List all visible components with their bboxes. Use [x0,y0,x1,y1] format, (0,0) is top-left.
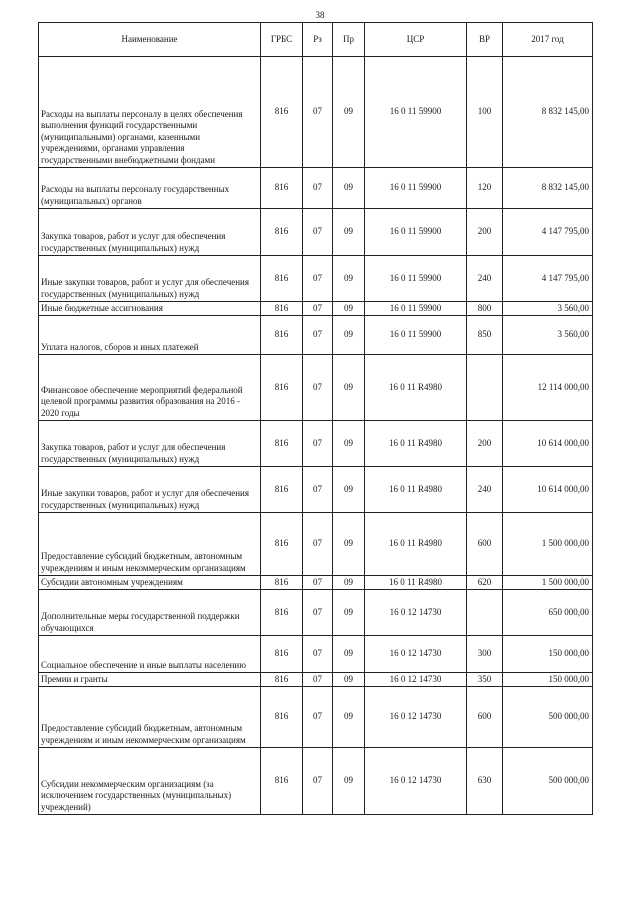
table-row [39,168,593,209]
cell-pr: 09 [333,168,365,209]
cell-csr: 16 0 11 59900 [365,256,467,302]
cell-rz: 07 [303,590,333,636]
cell-rz: 07 [303,316,333,355]
cell-amount: 150 000,00 [503,636,593,673]
cell-csr: 16 0 11 59900 [365,316,467,355]
cell-rz: 07 [303,421,333,467]
cell-pr: 09 [333,576,365,590]
cell-pr: 09 [333,256,365,302]
cell-grbs: 816 [261,748,303,815]
table-row [39,302,593,316]
table-header-row [39,23,593,57]
cell-amount: 500 000,00 [503,748,593,815]
cell-pr: 09 [333,673,365,687]
cell-amount: 500 000,00 [503,687,593,748]
header-grbs: ГРБС [261,23,303,57]
cell-rz: 07 [303,168,333,209]
cell-csr: 16 0 11 59900 [365,302,467,316]
table-row [39,687,593,748]
cell-grbs: 816 [261,513,303,576]
cell-rz: 07 [303,513,333,576]
cell-amount: 12 114 000,00 [503,355,593,421]
cell-csr: 16 0 11 R4980 [365,576,467,590]
cell-vr: 200 [467,209,503,256]
cell-rz: 07 [303,209,333,256]
cell-csr: 16 0 11 R4980 [365,467,467,513]
cell-pr: 09 [333,748,365,815]
cell-rz: 07 [303,302,333,316]
cell-amount: 1 500 000,00 [503,513,593,576]
cell-vr: 850 [467,316,503,355]
cell-rz: 07 [303,576,333,590]
cell-grbs: 816 [261,355,303,421]
cell-vr [467,355,503,421]
cell-csr: 16 0 12 14730 [365,673,467,687]
header-year: 2017 год [503,23,593,57]
table-row [39,748,593,815]
cell-grbs: 816 [261,636,303,673]
cell-vr: 100 [467,57,503,168]
cell-rz: 07 [303,687,333,748]
cell-pr: 09 [333,467,365,513]
page-number: 38 [315,10,325,20]
cell-amount: 10 614 000,00 [503,467,593,513]
cell-grbs: 816 [261,209,303,256]
cell-csr: 16 0 12 14730 [365,636,467,673]
table-row [39,421,593,467]
cell-grbs: 816 [261,256,303,302]
cell-grbs: 816 [261,57,303,168]
cell-csr: 16 0 12 14730 [365,748,467,815]
cell-vr: 630 [467,748,503,815]
cell-vr: 600 [467,687,503,748]
cell-amount: 4 147 795,00 [503,209,593,256]
cell-name: Дополнительные меры государственной поддержки обучающихся [39,590,261,636]
cell-name: Иные закупки товаров, работ и услуг для обеспечения государственных (муниципальных) нужд [39,256,261,302]
cell-rz: 07 [303,467,333,513]
cell-name: Закупка товаров, работ и услуг для обеспечения государственных (муниципальных) нужд [39,421,261,467]
cell-name: Уплата налогов, сборов и иных платежей [39,316,261,355]
cell-csr: 16 0 12 14730 [365,687,467,748]
cell-grbs: 816 [261,687,303,748]
table-row [39,355,593,421]
cell-amount: 1 500 000,00 [503,576,593,590]
cell-amount: 650 000,00 [503,590,593,636]
cell-amount: 8 832 145,00 [503,57,593,168]
cell-pr: 09 [333,209,365,256]
cell-grbs: 816 [261,302,303,316]
cell-name: Субсидии некоммерческим организациям (за исключением государственных (муниципальных) учреждений) [39,748,261,815]
cell-grbs: 816 [261,590,303,636]
cell-grbs: 816 [261,421,303,467]
table-row [39,467,593,513]
table-row [39,57,593,168]
cell-name: Иные закупки товаров, работ и услуг для обеспечения государственных (муниципальных) нужд [39,467,261,513]
cell-name: Закупка товаров, работ и услуг для обеспечения государственных (муниципальных) нужд [39,209,261,256]
cell-name: Предоставление субсидий бюджетным, автономным учреждениям и иным некоммерческим организациям [39,687,261,748]
cell-grbs: 816 [261,673,303,687]
cell-pr: 09 [333,513,365,576]
table-row [39,590,593,636]
cell-csr: 16 0 12 14730 [365,590,467,636]
table-row [39,576,593,590]
cell-pr: 09 [333,316,365,355]
header-rz: Рз [303,23,333,57]
cell-csr: 16 0 11 59900 [365,57,467,168]
cell-rz: 07 [303,256,333,302]
cell-csr: 16 0 11 R4980 [365,421,467,467]
budget-table [38,22,593,815]
cell-csr: 16 0 11 59900 [365,168,467,209]
cell-vr: 240 [467,467,503,513]
cell-grbs: 816 [261,316,303,355]
cell-vr [467,590,503,636]
cell-rz: 07 [303,57,333,168]
cell-name: Финансовое обеспечение мероприятий федеральной целевой программы развития образования на 2016 - 2020 годы [39,355,261,421]
cell-name: Социальное обеспечение и иные выплаты населению [39,636,261,673]
cell-pr: 09 [333,57,365,168]
cell-rz: 07 [303,636,333,673]
cell-name: Расходы на выплаты персоналу в целях обеспечения выполнения функций государственными (муниципальными) органами, казенными учреждениями, органами управления государственными внебюджетными фондами [39,57,261,168]
cell-vr: 240 [467,256,503,302]
cell-grbs: 816 [261,576,303,590]
cell-rz: 07 [303,355,333,421]
header-csr: ЦСР [365,23,467,57]
cell-pr: 09 [333,636,365,673]
cell-name: Предоставление субсидий бюджетным, автономным учреждениям и иным некоммерческим организациям [39,513,261,576]
cell-csr: 16 0 11 R4980 [365,513,467,576]
cell-csr: 16 0 11 R4980 [365,355,467,421]
cell-vr: 800 [467,302,503,316]
cell-amount: 150 000,00 [503,673,593,687]
cell-name: Расходы на выплаты персоналу государственных (муниципальных) органов [39,168,261,209]
table-row [39,673,593,687]
cell-amount: 8 832 145,00 [503,168,593,209]
table-row [39,256,593,302]
cell-vr: 300 [467,636,503,673]
cell-vr: 200 [467,421,503,467]
cell-amount: 4 147 795,00 [503,256,593,302]
table-row [39,513,593,576]
cell-pr: 09 [333,687,365,748]
cell-pr: 09 [333,590,365,636]
cell-pr: 09 [333,302,365,316]
cell-vr: 600 [467,513,503,576]
cell-grbs: 816 [261,467,303,513]
cell-amount: 3 560,00 [503,302,593,316]
cell-name: Иные бюджетные ассигнования [39,302,261,316]
cell-vr: 620 [467,576,503,590]
cell-pr: 09 [333,355,365,421]
table-row [39,316,593,355]
cell-vr: 350 [467,673,503,687]
cell-amount: 10 614 000,00 [503,421,593,467]
header-pr: Пр [333,23,365,57]
cell-grbs: 816 [261,168,303,209]
table-row [39,209,593,256]
header-name: Наименование [39,23,261,57]
table-row [39,636,593,673]
cell-pr: 09 [333,421,365,467]
cell-name: Премии и гранты [39,673,261,687]
cell-amount: 3 560,00 [503,316,593,355]
cell-rz: 07 [303,673,333,687]
cell-vr: 120 [467,168,503,209]
cell-rz: 07 [303,748,333,815]
cell-name: Субсидии автономным учреждениям [39,576,261,590]
cell-csr: 16 0 11 59900 [365,209,467,256]
header-vr: ВР [467,23,503,57]
table-body [39,57,593,815]
